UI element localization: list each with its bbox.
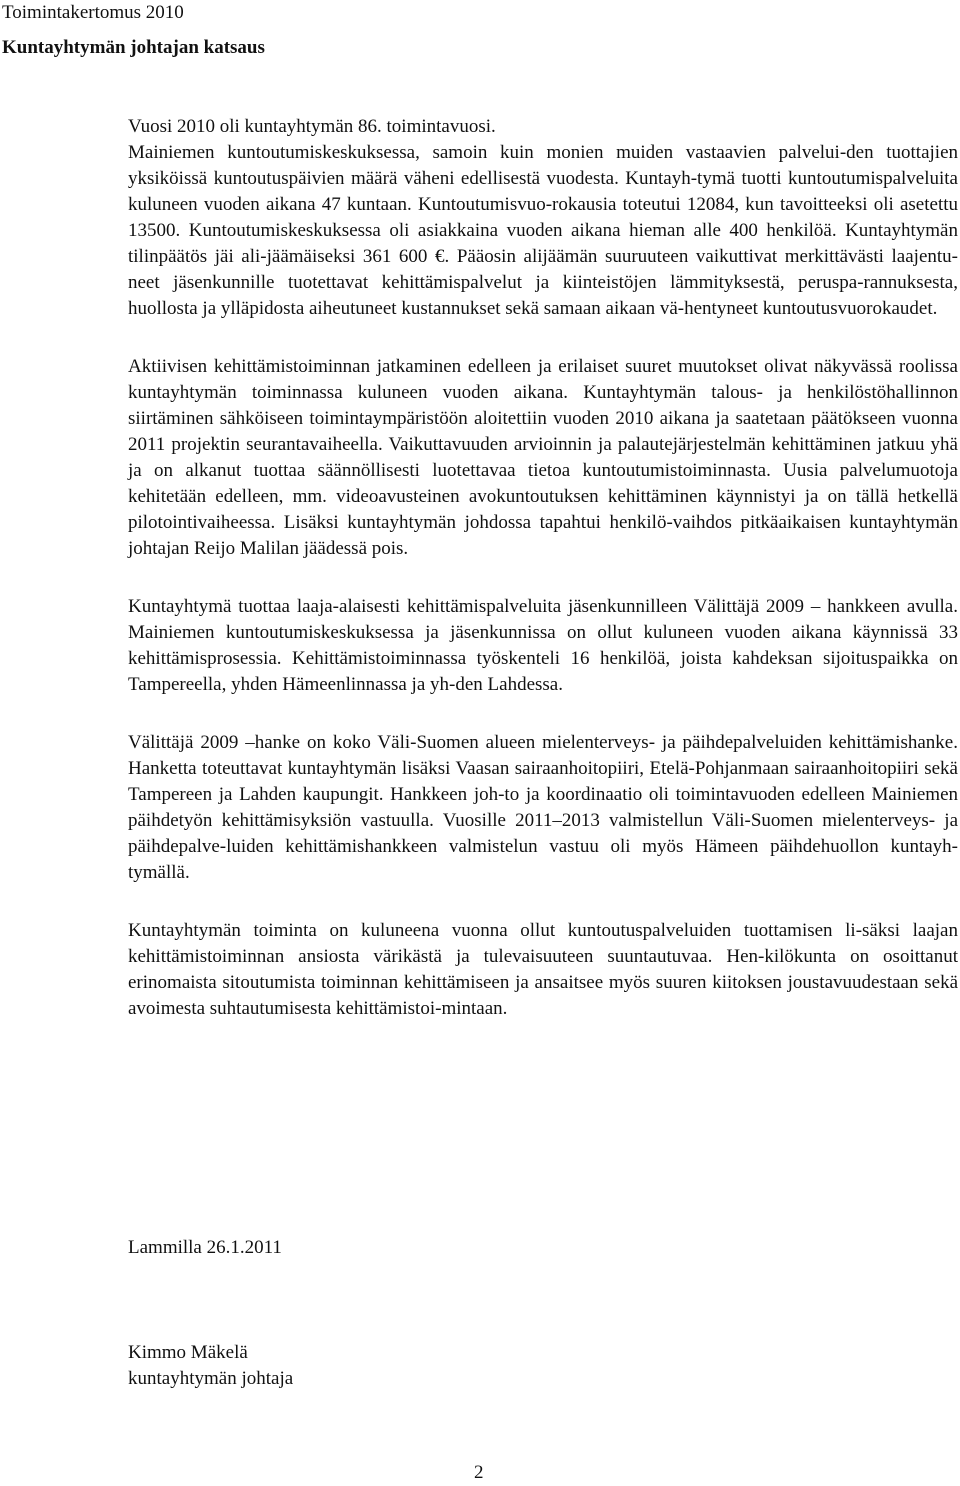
paragraph-2: Aktiivisen kehittämistoiminnan jatkaminen edelleen ja erilaiset suuret muutokset olivat näkyvässä roolissa kuntayhtymän toiminnassa kuluneen vuoden aikana. Kuntayhtymän talous- ja henkilöstöhallinnon siirtäminen sähköiseen toimintaympäristöön aloitettiin vuoden 2010 aikana ja saatetaan päätökseen vuonna 2011 projektin seurantavaiheella. Vaikuttavuuden arvioinnin ja palautejärjestelmän kehittäminen jatkuu yhä ja on alkanut tuottaa säännöllisesti luotettavaa tietoa kuntoutumistoiminnasta. Uusia palvelumuotoja kehitetään edelleen, mm. videoavusteinen avokuntoutuksen kehittäminen käynnistyi ja on tällä hetkellä pilotointivaiheessa. Lisäksi kuntayhtymän johdossa tapahtui henkilö-vaihdos pitkäaikaisen kuntayhtymän johtajan Reijo Malilan jäädessä pois.	[128, 356, 958, 559]
paragraph-1	[128, 114, 958, 322]
intro-line: Vuosi 2010 oli kuntayhtymän 86. toimintavuosi.	[128, 116, 496, 137]
paragraph-5: Kuntayhtymän toiminta on kuluneena vuonna ollut kuntoutuspalveluiden tuottamisen li-säksi laajan kehittämistoiminnan ansiosta värikästä ja tulevaisuuteen suuntautuvaa. Hen-kilökunta on osoittanut erinomaista sitoutumista toiminnan kehittämiseen ja ansaitsee myös suuren kiitoksen joustavuudestaan sekä avoimesta suhtautumisesta kehittämistoi-mintaan.	[128, 920, 958, 1019]
section-title: Kuntayhtymän johtajan katsaus	[2, 37, 265, 58]
place-date: Lammilla 26.1.2011	[128, 1237, 282, 1258]
paragraph-1-text: Mainiemen kuntoutumiskeskuksessa, samoin kuin monien muiden vastaavien palvelui-den tuottajien yksiköissä kuntoutuspäivien määrä väheni edellisestä vuodesta. Kuntayh-tymä tuotti kuntoutumispalveluita kuluneen vuoden aikana 47 kuntaan. Kuntoutumisvuo-rokausia toteutui 12084, kun tavoitteeksi oli asetettu 13500. Kuntoutumiskeskuksessa oli asiakkaina vuoden aikana hieman alle 400 henkilöä. Kuntayhtymän tilinpäätös jäi ali-jäämäiseksi 361 600 €. Pääosin alijäämän suuruuteen vaikuttivat merkittävästi laajentu-neet jäsenkunnille tuotettavat kehittämispalvelut ja kiinteistöjen lämmityksestä, peruspa-rannuksesta, huollosta ja ylläpidosta aiheutuneet kustannukset sekä samaan aikaan vä-hentyneet kuntoutusvuorokaudet.	[128, 142, 958, 319]
review-body	[128, 114, 958, 1054]
page-number: 2	[474, 1462, 484, 1483]
paragraph-3: Kuntayhtymä tuottaa laaja-alaisesti kehittämispalveluita jäsenkunnilleen Välittäjä 2009 – hankkeen avulla. Mainiemen kuntoutumiskeskuksessa ja jäsenkunnissa on ollut kuluneen vuoden aikana käynnissä 33 kehittämisprosessia. Kehittämistoiminnassa työskenteli 16 henkilöä, joista kahdeksan sijoituspaikka on Tampereella, yhden Hämeenlinnassa ja yh-den Lahdessa.	[128, 596, 958, 695]
signer-title: kuntayhtymän johtaja	[128, 1368, 294, 1389]
document-title: Toimintakertomus 2010	[2, 2, 184, 23]
paragraph-4: Välittäjä 2009 –hanke on koko Väli-Suomen alueen mielenterveys- ja päihdepalveluiden kehittämishanke. Hanketta toteuttavat kuntayhtymän lisäksi Vaasan sairaanhoitopiiri, Etelä-Pohjanmaan sairaanhoitopiiri sekä Tampereen ja Lahden kaupungit. Hankkeen joh-to ja koordinaatio oli toimintavuoden edelleen Mainiemen päihdetyön kehittämisyksiön vastuulla. Vuosille 2011–2013 valmistellun Väli-Suomen mielenterveys- ja päihdepalve-luiden kehittämishankkeen valmistelun vastuu oli myös Hämeen päihdehuollon kuntayh-tymällä.	[128, 732, 958, 883]
signer-name: Kimmo Mäkelä	[128, 1342, 248, 1363]
